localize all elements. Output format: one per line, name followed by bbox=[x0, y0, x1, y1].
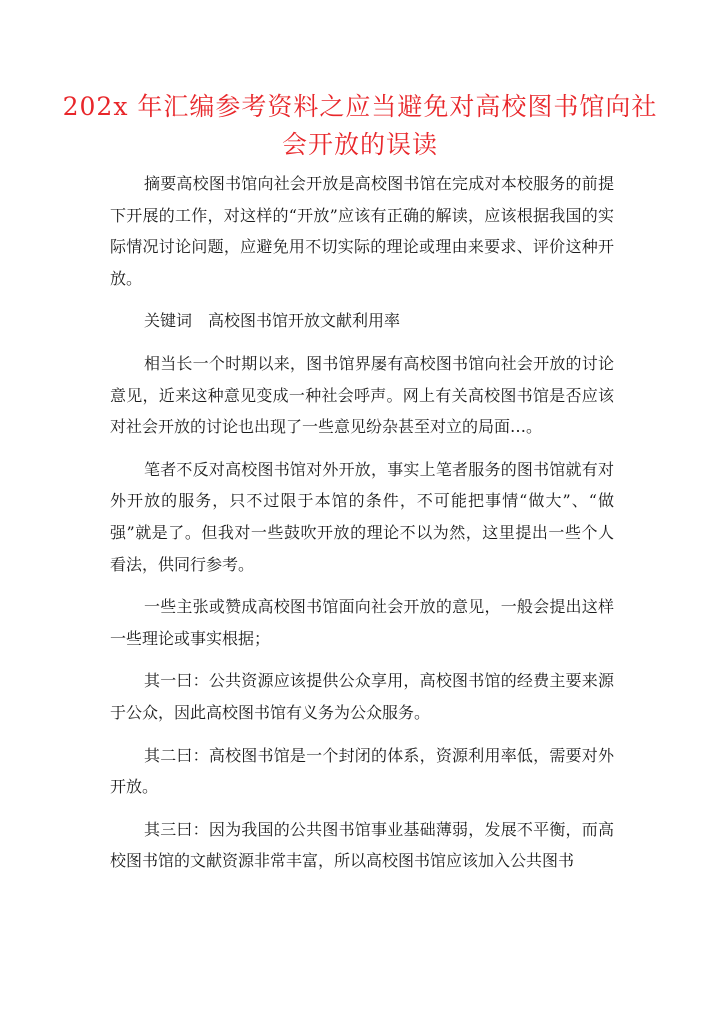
body-paragraph-1: 相当长一个时期以来，图书馆界屡有高校图书馆向社会开放的讨论意见，近来这种意见变成一种社会呼声。网上有关高校图书馆是否应该对社会开放的讨论也出现了一些意见纷杂甚至对立的局面…。 bbox=[110, 353, 614, 437]
abstract-paragraph: 摘要高校图书馆向社会开放是高校图书馆在完成对本校服务的前提下开展的工作，对这样的“开放”应该有正确的解读，应该根据我国的实际情况讨论问题，应避免用不切实际的理论或理由来要求、评价这种开放。 bbox=[110, 174, 614, 288]
body-paragraph-6: 其三曰：因为我国的公共图书馆事业基础薄弱，发展不平衡，而高校图书馆的文献资源非常丰富，所以高校图书馆应该加入公共图书 bbox=[110, 819, 614, 871]
document-title: 202x 年汇编参考资料之应当避免对高校图书馆向社会开放的误读 bbox=[62, 92, 658, 159]
keywords-paragraph: 关键词 高校图书馆开放文献利用率 bbox=[144, 311, 401, 331]
document-body bbox=[110, 168, 614, 888]
body-paragraph-2: 笔者不反对高校图书馆对外开放，事实上笔者服务的图书馆就有对外开放的服务，只不过限于本馆的条件，不可能把事情“做大”、“做强”就是了。但我对一些鼓吹开放的理论不以为然，这里提出一些个人看法，供同行参考。 bbox=[110, 459, 614, 574]
body-paragraph-3: 一些主张或赞成高校图书馆面向社会开放的意见，一般会提出这样一些理论或事实根据； bbox=[110, 597, 614, 648]
body-paragraph-4: 其一曰：公共资源应该提供公众享用，高校图书馆的经费主要来源于公众，因此高校图书馆有义务为公众服务。 bbox=[110, 671, 614, 722]
body-paragraph-5: 其二曰：高校图书馆是一个封闭的体系，资源利用率低，需要对外开放。 bbox=[110, 745, 614, 797]
